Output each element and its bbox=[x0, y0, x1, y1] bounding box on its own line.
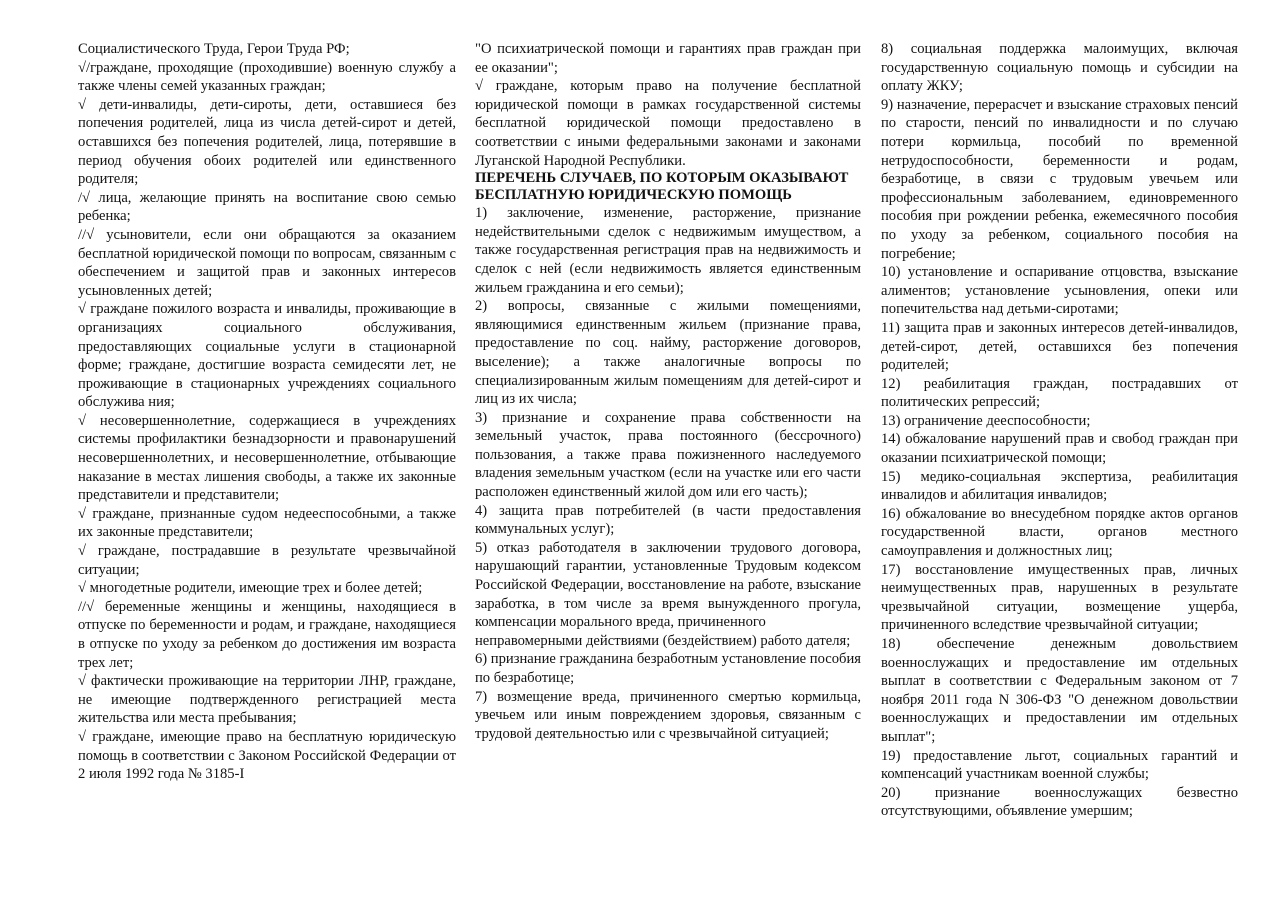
list-item: 6) признание гражданина безработным установление пособия по безработице; bbox=[475, 651, 861, 686]
list-item: неправомерными действиями (бездействием) работо дателя; bbox=[475, 632, 851, 649]
heading-line: БЕСПЛАТНУЮ ЮРИДИЧЕСКУЮ ПОМОЩЬ bbox=[475, 187, 792, 204]
heading-line: ПЕРЕЧЕНЬ СЛУЧАЕВ, ПО КОТОРЫМ ОКАЗЫВАЮТ bbox=[475, 170, 849, 187]
paragraph: √ граждане, которым право на получение бесплатной юридической помощи в рамках государственной системы бесплатной юридической помощи предоставлено в соответствии с иными федеральными законами и законами Луганской Народной Республики. bbox=[475, 78, 861, 169]
list-item: √ граждане, пострадавшие в результате чрезвычайной ситуации; bbox=[78, 543, 456, 578]
list-item: 19) предоставление льгот, социальных гарантий и компенсаций участникам военной службы; bbox=[881, 747, 1238, 783]
list-item: √ граждане, признанные судом недееспособными, а также их законные представители; bbox=[78, 505, 456, 541]
list-item: //√ усыновители, если они обращаются за оказанием бесплатной юридической помощи по вопросам, связанным с обеспечением и защитой прав и законных интересов усыновленных детей; bbox=[78, 226, 456, 299]
column-right bbox=[881, 40, 1238, 821]
list-item: /√ лица, желающие принять на воспитание свою семью ребенка; bbox=[78, 189, 456, 225]
list-item: 20) признание военнослужащих безвестно отсутствующими, объявление умершим; bbox=[881, 784, 1238, 820]
list-item: 2) вопросы, связанные с жилыми помещениями, являющимися единственным жильем (признание права, предоставление по соц. найму, расторжение договоров, выселение); а также аналогичные вопросы по специализированным жилым помещениям для детей-сирот и лиц из их числа; bbox=[475, 298, 861, 408]
list-item: //√ беременные женщины и женщины, находящиеся в отпуске по беременности и родам, и граждане, находящиеся в отпуске по уходу за ребенком до достижения им возраста трех лет; bbox=[78, 598, 456, 671]
list-item: 5) отказ работодателя в заключении трудового договора, нарушающий гарантии, установленные Трудовым кодексом Российской Федерации, восстановление на работе, взыскание заработка, в том числе за время вынужденного прогула, компенсации морального вреда, причиненного bbox=[475, 539, 861, 631]
list-item: 18) обеспечение денежным довольствием военнослужащих и предоставление им отдельных выплат в соответствии с Федеральным законом от 7 ноября 2011 года N 306-ФЗ "О денежном довольствии военнослужащих и предоставлении им отдельных выплат"; bbox=[881, 636, 1238, 745]
list-item: 3) признание и сохранение права собственности на земельный участок, права постоянного (бессрочного) пользования, а также права пожизненного наследуемого владения земельным участком (если на участке или его части расположен единственный жилой дом или его часть); bbox=[475, 409, 861, 501]
paragraph: "О психиатрической помощи и гарантиях прав граждан при ее оказании"; bbox=[475, 41, 861, 76]
list-item: 15) медико-социальная экспертиза, реабилитация инвалидов и абилитация инвалидов; bbox=[881, 468, 1238, 504]
list-item: 17) восстановление имущественных прав, личных неимущественных прав, нарушенных в результате чрезвычайной ситуации, возмещение ущерба, причиненного вследствие чрезвычайной ситуации; bbox=[881, 561, 1238, 634]
list-item: 10) установление и оспаривание отцовства, взыскание алиментов; установление усыновления, опеки или попечительства над детьми-сиротами; bbox=[881, 264, 1238, 318]
list-item: 7) возмещение вреда, причиненного смертью кормильца, увечьем или иным повреждением здоровья, связанным с трудовой деятельностью или с чрезвычайной ситуацией; bbox=[475, 688, 861, 742]
list-item: 1) заключение, изменение, расторжение, признание недействительными сделок с недвижимым имуществом, а также государственная регистрация прав на недвижимость и сделок с ней (если недвижимость является единственным жильем гражданина и его семьи); bbox=[475, 205, 861, 296]
list-item: √ граждане, имеющие право на бесплатную юридическую помощь в соответствии с Законом Российской Федерации от 2 июля 1992 года № 3185-I bbox=[78, 728, 456, 783]
list-item: Социалистического Труда, Герои Труда РФ; bbox=[78, 41, 350, 57]
list-item: 13) ограничение дееспособности; bbox=[881, 412, 1091, 429]
list-item: √ дети-инвалиды, дети-сироты, дети, оставшиеся без попечения родителей, лица из числа детей-сирот и детей, оставшихся без попечения родителей, лица, потерявшие в период обучения обоих родителей или единственного родителя; bbox=[78, 96, 456, 188]
list-item: √/граждане, проходящие (проходившие) военную службу а также члены семей указанных граждан; bbox=[78, 59, 456, 95]
list-item: 12) реабилитация граждан, пострадавших от политических репрессий; bbox=[881, 375, 1238, 411]
list-item: 16) обжалование во внесудебном порядке актов органов государственной власти, органов местного самоуправления и должностных лиц; bbox=[881, 505, 1238, 560]
list-item: 8) социальная поддержка малоимущих, включая государственную социальную помощь и субсидии на оплату ЖКУ; bbox=[881, 41, 1238, 95]
column-left bbox=[78, 40, 456, 784]
list-item: √ фактически проживающие на территории ЛНР, граждане, не имеющие подтвержденного регистрацией места жительства или места пребывания; bbox=[78, 673, 456, 727]
list-item: √ несовершеннолетние, содержащиеся в учреждениях системы профилактики безнадзорности и правонарушений несовершеннолетних, и несовершеннолетние, отбывающие наказание в местах лишения свободы, а также их законные представители и представители; bbox=[78, 412, 456, 504]
list-item: √ граждане пожилого возраста и инвалиды, проживающие в организациях социального обслуживания, предоставляющих социальные услуги в стационарной форме; граждане, достигшие возраста семидесяти лет, не проживающие в стационарных учреждениях социального обслужива ния; bbox=[78, 301, 456, 411]
list-item: 9) назначение, перерасчет и взыскание страховых пенсий по старости, пенсий по инвалидности и по случаю потери кормильца, пособий по временной нетрудоспособности, беременности и родам, безработице, в связи с трудовым увечьем или профессиональным заболеванием, единовременного пособия при рождении ребенка, ежемесячного пособия по уходу за ребенком, социального пособия на погребение; bbox=[881, 96, 1238, 262]
list-item: 4) защита прав потребителей (в части предоставления коммунальных услуг); bbox=[475, 502, 861, 538]
list-item: √ многодетные родители, имеющие трех и более детей; bbox=[78, 580, 423, 597]
column-middle bbox=[475, 40, 861, 743]
section-heading bbox=[475, 170, 861, 204]
list-item: 11) защита прав и законных интересов детей-инвалидов, детей-сирот, детей, оставшихся без попечения родителей; bbox=[881, 319, 1238, 374]
list-item: 14) обжалование нарушений прав и свобод граждан при оказании психиатрической помощи; bbox=[881, 431, 1238, 467]
